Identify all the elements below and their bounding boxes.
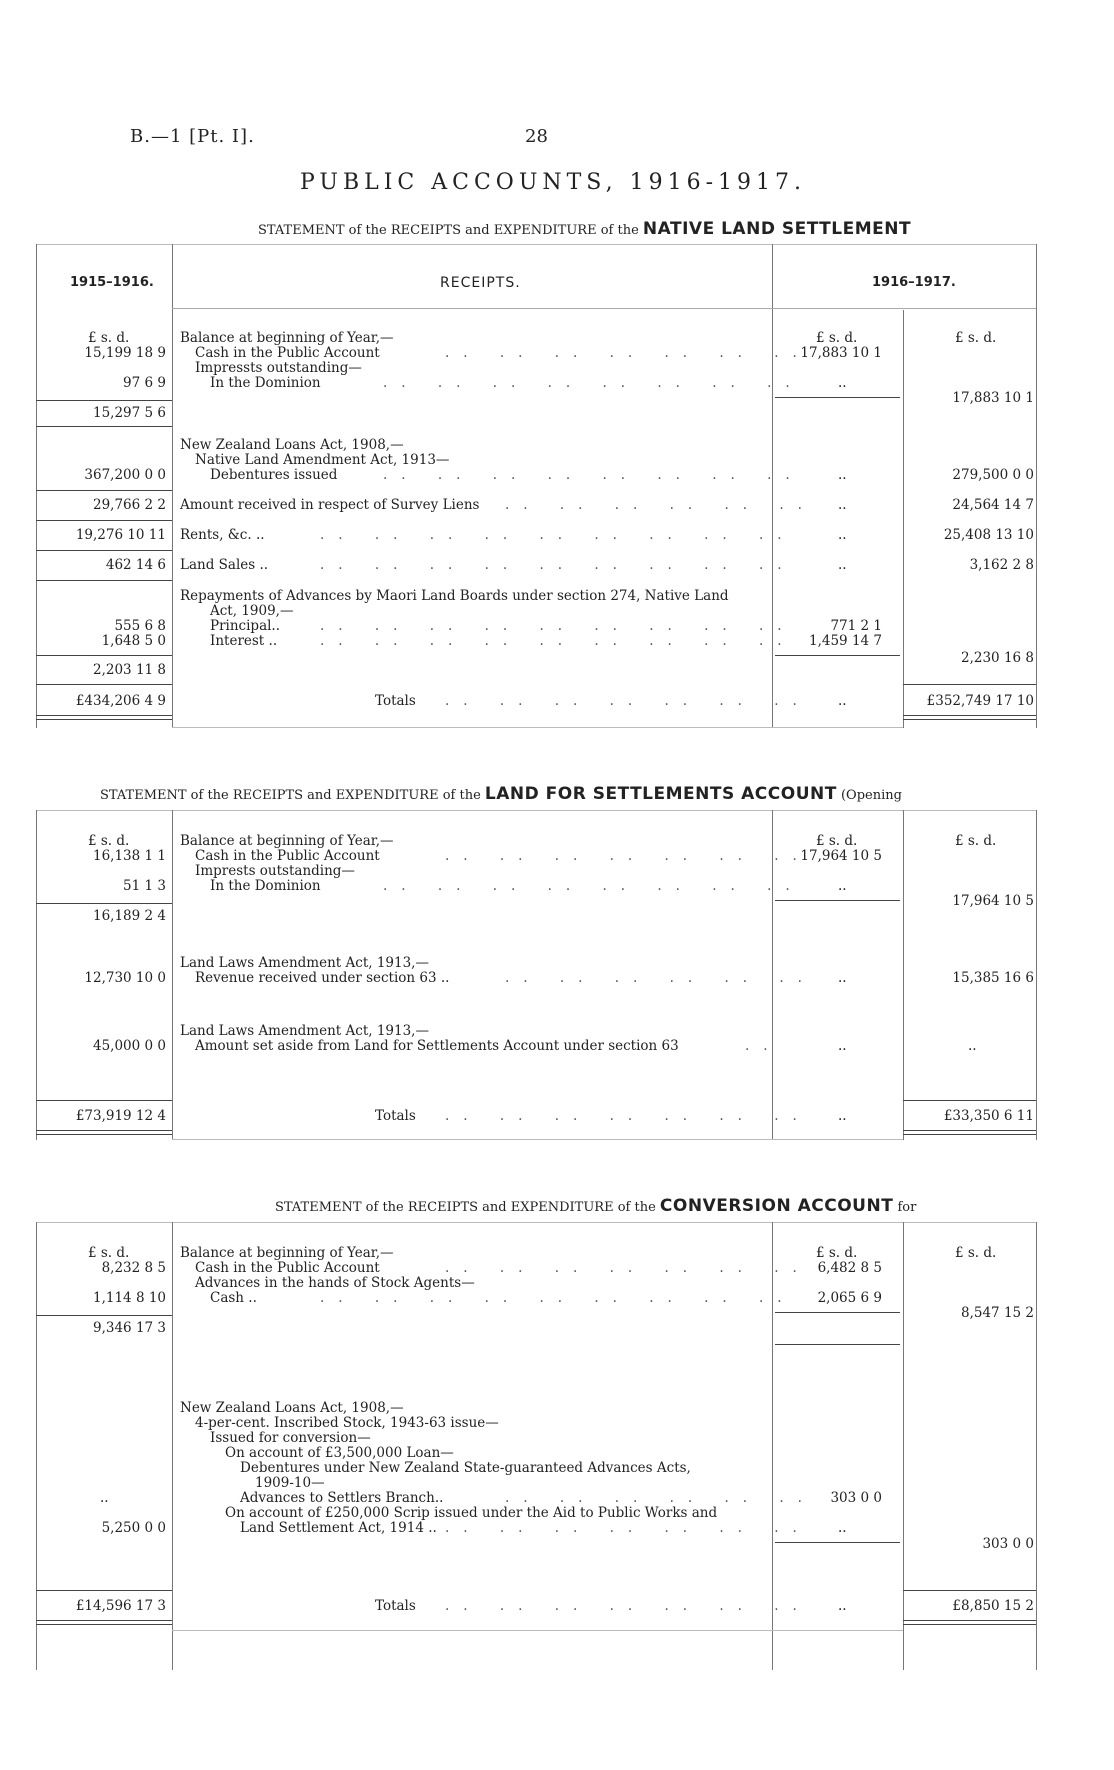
statement-3-title-suffix: for [897,1200,917,1215]
curr-repayments-total: 2,230 16 8 [961,650,1034,666]
s2-imprests-label: Imprests outstanding— [195,863,355,879]
s3-prev-totals-value: £14,596 17 3 [75,1598,166,1614]
prev-repayments-total: 2,203 11 8 [93,662,166,678]
s3-curr-conversion-total: 303 0 0 [982,1536,1034,1552]
curr-cash-value: 17,883 10 1 [800,345,882,361]
curr-debentures-value: 279,500 0 0 [952,467,1034,483]
prev-cash-value: 15,199 18 9 [84,345,166,361]
s2-totals-label: Totals [375,1108,416,1124]
totals-label: Totals [375,693,416,709]
repayments-label: Repayments of Advances by Maori Land Boards under section 274, Native Land [180,588,729,604]
s2-balance-heading: Balance at beginning of Year,— [180,833,394,849]
s3-lsd-header-inner: £ s. d. [816,1245,858,1261]
dominion-label: In the Dominion [210,375,321,391]
s2-inner-set-aside-value: .. [838,1038,847,1054]
s3-prev-balance-total: 9,346 17 3 [93,1320,166,1336]
document-reference: B.—1 [Pt. I]. [130,126,255,147]
s3-balance-heading: Balance at beginning of Year,— [180,1245,394,1261]
s3-prev-cash-value: 8,232 8 5 [101,1260,166,1276]
inner-land-sales-value: .. [838,557,847,573]
s3-curr-agents-value: 2,065 6 9 [817,1290,882,1306]
s2-set-aside-label: Amount set aside from Land for Settlements Account under section 63 [195,1038,679,1054]
balance-heading: Balance at beginning of Year,— [180,330,394,346]
curr-totals-value: £352,749 17 10 [926,693,1034,709]
prev-dominion-value: 97 6 9 [123,375,166,391]
prev-totals-value: £434,206 4 9 [75,693,166,709]
s2-inner-totals-value: .. [838,1108,847,1124]
page-number: 28 [525,126,548,147]
s3-stock-label: 4-per-cent. Inscribed Stock, 1943-63 issue— [195,1415,499,1431]
s2-prev-cash-value: 16,138 1 1 [93,848,166,864]
s3-advances-agents-label: Advances in the hands of Stock Agents— [195,1275,475,1291]
s2-prev-set-aside-value: 45,000 0 0 [93,1038,166,1054]
curr-rents-value: 25,408 13 10 [943,527,1034,543]
lsd-header-curr: £ s. d. [955,330,997,346]
land-sales-label: Land Sales .. [180,557,269,573]
statement-3-title [275,1196,916,1216]
inner-debentures-value: .. [838,467,847,483]
prev-principal-value: 555 6 8 [114,618,166,634]
s3-lsd-header-prev: £ s. d. [88,1245,130,1261]
s3-inner-totals-value: .. [838,1598,847,1614]
s3-prev-settlers-value: .. [100,1490,109,1506]
inner-survey-value: .. [838,497,847,513]
s3-curr-totals-value: £8,850 15 2 [952,1598,1034,1614]
statement-2-title-prefix: STATEMENT of the RECEIPTS and EXPENDITURE of the [100,788,481,803]
interest-label: Interest .. [210,633,278,649]
statement-1-title-name: NATIVE LAND SETTLEMENT [642,219,912,239]
s2-lsd-header-prev: £ s. d. [88,833,130,849]
s3-land-settlement-label: Land Settlement Act, 1914 .. [240,1520,437,1536]
s3-curr-cash-value: 6,482 8 5 [817,1260,882,1276]
s3-on-account-2-label: On account of £250,000 Scrip issued under the Aid to Public Works and [225,1505,718,1521]
s3-issued-label: Issued for conversion— [210,1430,371,1446]
s3-prev-agents-value: 1,114 8 10 [93,1290,166,1306]
s3-on-account-1-label: On account of £3,500,000 Loan— [225,1445,454,1461]
statement-1-title-prefix: STATEMENT of the RECEIPTS and EXPENDITURE of the [258,223,639,238]
page-title: PUBLIC ACCOUNTS, 1916-1917. [300,170,806,195]
debentures-issued-label: Debentures issued [210,467,338,483]
s2-curr-cash-value: 17,964 10 5 [800,848,882,864]
imprests-label: Impressts outstanding— [195,360,362,376]
s3-curr-scrip-value: .. [838,1520,847,1536]
statement-2-title [100,784,902,804]
statement-2-title-name: LAND FOR SETTLEMENTS ACCOUNT [484,784,837,804]
s2-dominion-label: In the Dominion [210,878,321,894]
s3-cash-public-account-label: Cash in the Public Account [195,1260,380,1276]
statement-2-title-suffix: (Opening [840,788,902,803]
s2-revenue-label: Revenue received under section 63 .. [195,970,450,986]
s3-prev-scrip-value: 5,250 0 0 [101,1520,166,1536]
prev-interest-value: 1,648 5 0 [101,633,166,649]
inner-totals-value: .. [838,693,847,709]
s3-debentures-label-2: 1909-10— [255,1475,325,1491]
survey-liens-label: Amount received in respect of Survey Liens [180,497,480,513]
s3-curr-balance-total: 8,547 15 2 [961,1305,1034,1321]
s2-curr-balance-total: 17,964 10 5 [952,893,1034,909]
s2-prev-balance-total: 16,189 2 4 [93,908,166,924]
curr-balance-total: 17,883 10 1 [952,390,1034,406]
s2-cash-public-account-label: Cash in the Public Account [195,848,380,864]
curr-land-sales-value: 3,162 2 8 [969,557,1034,573]
s3-curr-settlers-value: 303 0 0 [830,1490,882,1506]
repayments-act-label: Act, 1909,— [210,603,294,619]
s3-totals-label: Totals [375,1598,416,1614]
s2-curr-set-aside-value: .. [968,1038,977,1054]
native-land-act-label: Native Land Amendment Act, 1913— [195,452,450,468]
s2-curr-dominion-value: .. [838,878,847,894]
s2-inner-revenue-value: .. [838,970,847,986]
statement-3-title-name: CONVERSION ACCOUNT [659,1196,894,1216]
s2-lsd-header-curr: £ s. d. [955,833,997,849]
curr-interest-value: 1,459 14 7 [809,633,882,649]
s2-prev-dominion-value: 51 1 3 [123,878,166,894]
statement-3-title-prefix: STATEMENT of the RECEIPTS and EXPENDITURE of the [275,1200,656,1215]
prev-debentures-value: 367,200 0 0 [84,467,166,483]
s3-debentures-label-1: Debentures under New Zealand State-guaranteed Advances Acts, [240,1460,691,1476]
lsd-header-prev: £ s. d. [88,330,130,346]
prev-land-sales-value: 462 14 6 [105,557,166,573]
rents-label: Rents, &c. .. [180,527,265,543]
prev-survey-value: 29,766 2 2 [93,497,166,513]
cash-public-account-label: Cash in the Public Account [195,345,380,361]
s2-lsd-header-inner: £ s. d. [816,833,858,849]
curr-principal-value: 771 2 1 [830,618,882,634]
s3-settlers-label: Advances to Settlers Branch.. [240,1490,444,1506]
s2-curr-revenue-value: 15,385 16 6 [952,970,1034,986]
column-header-1916-1917: 1916–1917. [872,275,956,290]
prev-balance-total: 15,297 5 6 [93,405,166,421]
prev-rents-value: 19,276 10 11 [75,527,166,543]
s3-cash-label: Cash .. [210,1290,257,1306]
s2-land-laws-label-1: Land Laws Amendment Act, 1913,— [180,955,429,971]
inner-rents-value: .. [838,527,847,543]
nz-loans-act-label: New Zealand Loans Act, 1908,— [180,437,404,453]
principal-label: Principal.. [210,618,281,634]
column-header-receipts: RECEIPTS. [440,275,521,291]
s2-curr-totals-value: £33,350 6 11 [943,1108,1034,1124]
lsd-header-inner: £ s. d. [816,330,858,346]
s2-land-laws-label-2: Land Laws Amendment Act, 1913,— [180,1023,429,1039]
curr-survey-value: 24,564 14 7 [952,497,1034,513]
curr-dominion-value: .. [838,375,847,391]
column-header-1915-1916: 1915–1916. [70,275,154,290]
statement-1-title [258,219,911,239]
s3-lsd-header-curr: £ s. d. [955,1245,997,1261]
s3-nz-loans-label: New Zealand Loans Act, 1908,— [180,1400,404,1416]
s2-prev-revenue-value: 12,730 10 0 [84,970,166,986]
s2-prev-totals-value: £73,919 12 4 [75,1108,166,1124]
